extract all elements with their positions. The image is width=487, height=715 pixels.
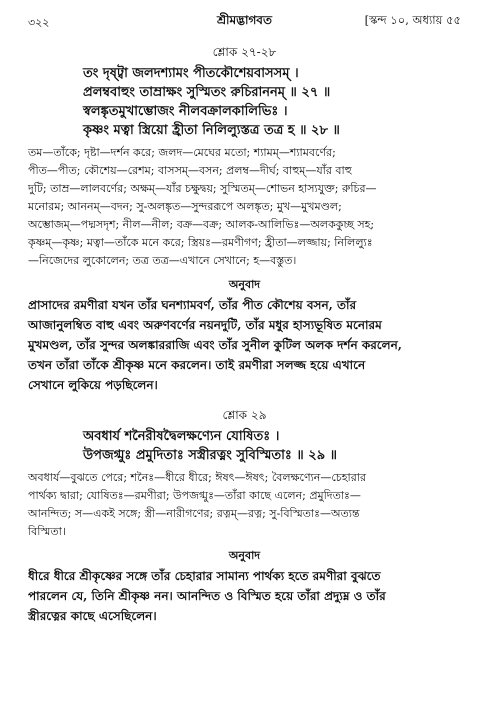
gloss-line: কৃষ্ণম্—কৃষ্ণ; মত্বা—তাঁকে মনে করে; স্ত্রিয়ঃ—রমণীগণ; হ্রীতা—লজ্জায়; নিলিল্যুঃ — [28, 236, 373, 249]
gloss-line: আনন্দিত; স—একই সঙ্গে; স্ত্রী—নারীগণের; রত্নম্—রত্ন; সু-বিস্মিতাঃ—অত্যন্ত — [28, 507, 360, 520]
verse-line: তং দৃষ্ট্বা জলদশ্যামং পীতকৌশেয়বাসসম্ । — [83, 66, 299, 81]
verse-line: কৃষ্ণং মত্বা স্ত্রিয়ো হ্রীতা নিলিল্যুস্তত্র তত্র হ ॥ ২৮ ॥ — [83, 123, 340, 138]
translation-line: ধীরে ধীরে শ্রীকৃষ্ণের সঙ্গে তাঁর চেহারার সামান্য পার্থক্য হতে রমণীরা বুঝতে — [28, 569, 381, 583]
translation-line: সেখানে লুকিয়ে পড়ছিলেন। — [28, 378, 158, 392]
gloss-line: পীত—পীত; কৌশেয়—রেশম; বাসসম্—বসন; প্রলম্ব—দীর্ঘ; বাহুম্—যাঁর বাহু — [28, 164, 352, 177]
translation-text — [28, 295, 461, 395]
book-title: শ্রীমদ্ভাগবত — [216, 13, 272, 27]
word-for-word-gloss — [28, 144, 461, 270]
translation-heading: অনুবাদ — [228, 278, 261, 291]
gloss-line: অবধার্য—বুঝতে পেরে; শনৈঃ—ধীরে ধীরে; ঈষৎ—ঈষৎ; বৈলক্ষণ্যেন—চেহারার — [28, 471, 367, 484]
translation-line: আজানুলম্বিত বাহু এবং অরুণবর্ণের নয়নদুটি, তাঁর মধুর হাস্যভূষিত মনোরম — [28, 318, 382, 332]
translation-text — [28, 566, 461, 626]
verse-line: স্বলঙ্কৃতমুখাম্ভোজং নীলবক্রালকালিভিঃ । — [83, 104, 288, 119]
gloss-line: মনোরম; আননম্—বদন; সু-অলঙ্কৃত—সুন্দররূপে অলঙ্কৃত; মুখ—মুখমণ্ডল; — [28, 200, 342, 213]
word-for-word-gloss — [28, 469, 461, 541]
gloss-line: বিস্মিতা। — [28, 525, 66, 538]
section-reference: [স্কন্দ ১০, অধ্যায় ৫৫ — [364, 13, 461, 27]
translation-line: প্রাসাদের রমণীরা যখন তাঁর ঘনশ্যামবর্ণ, তাঁর পীত কৌশেয় বসন, তাঁর — [28, 298, 357, 312]
gloss-line: তম—তাঁকে; দৃষ্টা—দর্শন করে; জলদ—মেঘের মতো; শ্যামম্—শ্যামবর্ণের; — [28, 146, 336, 159]
gloss-line: দুটি; তাম্র—লালবর্ণের; অক্ষম্—যাঁর চক্ষুদ্বয়; সুস্মিতম্—শোভন হাস্যযুক্ত; রুচির— — [28, 182, 377, 195]
sanskrit-verse — [28, 64, 461, 140]
verse-heading: শ্লোক ২৭-২৮ — [212, 45, 277, 59]
verse-line: উপজগ্মুঃ প্রমুদিতাঃ সস্ত্রীরত্নং সুবিস্মিতাঃ ॥ ২৯ ॥ — [83, 448, 338, 463]
gloss-line: অম্ভোজম্—পদ্মসদৃশ; নীল—নীল; বক্র—বক্র; আলক-আলিভিঃ—অলককুচ্ছ সহ; — [28, 218, 375, 231]
translation-heading: অনুবাদ — [228, 549, 261, 562]
gloss-line: —নিজেদের লুকোলেন; তত্র তত্র—এখানে সেখানে; হ—বস্তুত। — [28, 254, 297, 267]
translation-line: স্ত্রীরত্নের কাছে এসেছিলেন। — [28, 609, 157, 623]
translation-line: পারলেন যে, তিনি শ্রীকৃষ্ণ নন। আনন্দিত ও বিস্মিত হয়ে তাঁরা প্রদ্যুম্ন ও তাঁর — [28, 589, 386, 603]
translation-line: মুখমণ্ডল, তাঁর সুন্দর অলঙ্কাররাজি এবং তাঁর সুনীল কুটিল অলক দর্শন করলেন, — [28, 338, 402, 352]
gloss-line: পার্থক্য দ্বারা; যোষিতঃ—রমণীরা; উপজগ্মুঃ—তাঁরা কাছে এলেন; প্রমুদিতাঃ— — [28, 489, 361, 502]
page-header — [28, 6, 461, 32]
verse-line: অবধার্য শনৈরীষদ্বৈলক্ষণ্যেন যোষিতঃ । — [83, 429, 280, 444]
sanskrit-verse — [28, 427, 461, 465]
verse-heading: শ্লোক ২৯ — [222, 408, 267, 422]
translation-line: তখন তাঁরা তাঁকে শ্রীকৃষ্ণ মনে করলেন। তাই রমণীরা সলজ্জ হয়ে এখানে — [28, 358, 366, 372]
verse-line: প্রলম্ববাহুং তাম্রাক্ষং সুস্মিতং রুচিরাননম্ ॥ ২৭ ॥ — [83, 85, 331, 100]
page-number: ৩২২ — [28, 16, 50, 29]
